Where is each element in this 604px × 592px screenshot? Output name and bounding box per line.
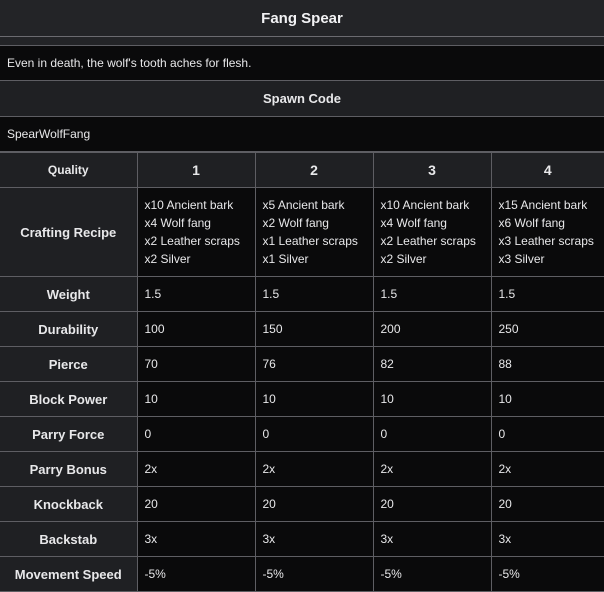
recipe-ingredient: x15 Ancient bark: [498, 198, 588, 212]
stat-value: 20: [373, 487, 491, 522]
stat-label: Durability: [0, 312, 137, 347]
stat-value: 2x: [255, 452, 373, 487]
stat-value: 3x: [255, 522, 373, 557]
stat-row-parry-bonus: [0, 452, 604, 487]
recipe-ingredient: x2 Wolf fang: [262, 216, 329, 230]
stat-label: Weight: [0, 277, 137, 312]
crafting-recipe-header: Crafting Recipe: [0, 188, 137, 277]
recipe-ingredient: x5 Ancient bark: [262, 198, 345, 212]
stat-value: 3x: [491, 522, 604, 557]
stat-label: Parry Force: [0, 417, 137, 452]
item-title: Fang Spear: [0, 0, 604, 37]
stat-row-knockback: [0, 487, 604, 522]
stat-value: 10: [373, 382, 491, 417]
quality-1-header: 1: [137, 153, 255, 188]
recipe-ingredient: x4 Wolf fang: [144, 216, 211, 230]
recipe-cell-quality-1: [137, 188, 255, 277]
crafting-recipe-row: [0, 188, 604, 277]
stat-label: Parry Bonus: [0, 452, 137, 487]
stat-value: 100: [137, 312, 255, 347]
stat-value: 88: [491, 347, 604, 382]
item-description: Even in death, the wolf's tooth aches for flesh.: [0, 45, 604, 81]
stat-value: 1.5: [491, 277, 604, 312]
stat-value: 200: [373, 312, 491, 347]
recipe-ingredient: x6 Wolf fang: [498, 216, 565, 230]
stat-value: -5%: [137, 557, 255, 592]
stat-value: 0: [491, 417, 604, 452]
quality-header: Quality: [0, 153, 137, 188]
stat-value: 76: [255, 347, 373, 382]
stat-label: Block Power: [0, 382, 137, 417]
recipe-ingredient: x3 Silver: [498, 252, 545, 266]
stat-row-durability: [0, 312, 604, 347]
stat-row-backstab: [0, 522, 604, 557]
stat-label: Knockback: [0, 487, 137, 522]
recipe-ingredient: x2 Silver: [380, 252, 427, 266]
spawn-code-heading: Spawn Code: [0, 81, 604, 117]
stats-table: [0, 152, 604, 592]
quality-row: [0, 153, 604, 188]
stat-row-parry-force: [0, 417, 604, 452]
stat-row-pierce: [0, 347, 604, 382]
stat-value: -5%: [373, 557, 491, 592]
stat-value: 10: [491, 382, 604, 417]
stat-value: 20: [491, 487, 604, 522]
recipe-cell-quality-4: [491, 188, 604, 277]
recipe-ingredient: x2 Leather scraps: [380, 234, 476, 248]
title-spacer: [0, 37, 604, 45]
stat-value: 2x: [491, 452, 604, 487]
recipe-ingredient: x1 Silver: [262, 252, 309, 266]
stat-value: 70: [137, 347, 255, 382]
quality-4-header: 4: [491, 153, 604, 188]
stat-value: 3x: [373, 522, 491, 557]
stat-value: 0: [373, 417, 491, 452]
stat-value: 250: [491, 312, 604, 347]
stat-value: 20: [255, 487, 373, 522]
recipe-ingredient: x3 Leather scraps: [498, 234, 594, 248]
stat-label: Pierce: [0, 347, 137, 382]
stat-value: -5%: [255, 557, 373, 592]
stat-value: 0: [137, 417, 255, 452]
recipe-ingredient: x4 Wolf fang: [380, 216, 447, 230]
stat-value: 20: [137, 487, 255, 522]
stat-value: 82: [373, 347, 491, 382]
recipe-ingredient: x10 Ancient bark: [144, 198, 234, 212]
recipe-ingredient: x2 Silver: [144, 252, 191, 266]
stat-value: 2x: [137, 452, 255, 487]
stat-row-movement-speed: [0, 557, 604, 592]
stat-value: 2x: [373, 452, 491, 487]
stat-label: Backstab: [0, 522, 137, 557]
stat-label: Movement Speed: [0, 557, 137, 592]
stat-value: 150: [255, 312, 373, 347]
stat-value: 10: [137, 382, 255, 417]
spawn-code-value: SpearWolfFang: [0, 117, 604, 152]
recipe-ingredient: x1 Leather scraps: [262, 234, 358, 248]
recipe-ingredient: x10 Ancient bark: [380, 198, 470, 212]
recipe-cell-quality-3: [373, 188, 491, 277]
quality-2-header: 2: [255, 153, 373, 188]
stat-row-weight: [0, 277, 604, 312]
quality-3-header: 3: [373, 153, 491, 188]
stat-value: 10: [255, 382, 373, 417]
recipe-ingredient: x2 Leather scraps: [144, 234, 240, 248]
stat-value: 0: [255, 417, 373, 452]
recipe-cell-quality-2: [255, 188, 373, 277]
stat-value: 1.5: [255, 277, 373, 312]
stat-value: 3x: [137, 522, 255, 557]
stat-value: 1.5: [137, 277, 255, 312]
stat-value: -5%: [491, 557, 604, 592]
stat-row-block-power: [0, 382, 604, 417]
stat-value: 1.5: [373, 277, 491, 312]
